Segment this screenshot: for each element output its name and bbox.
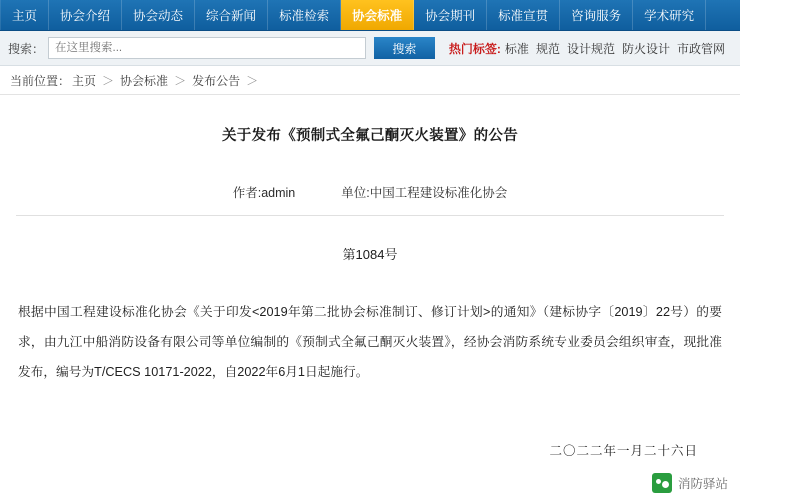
hot-tags — [449, 40, 732, 57]
article-unit: 单位:中国工程建设标准化协会 — [341, 186, 508, 200]
nav-item-standard-promotion[interactable]: 标准宣贯 — [487, 0, 560, 30]
page-title: 关于发布《预制式全氟己酮灭火装置》的公告 — [222, 128, 518, 144]
nav-spacer — [706, 0, 728, 30]
search-input[interactable] — [48, 37, 366, 59]
nav-item-association-standards[interactable]: 协会标准 — [341, 0, 414, 30]
nav-item-consulting-services[interactable]: 咨询服务 — [560, 0, 633, 30]
article-body: 根据中国工程建设标准化协会《关于印发<2019年第二批协会标准制订、修订计划>的通知》（建标协字〔2019〕22号）的要求，由九江中船消防设备有限公司等单位编制的《预制式全氟己酮灭火装置》，经协会消防系统专业委员会组织审查，现批准发布，编号为T/CECS 10171-2022，自2022年6月1日起施行。 — [18, 305, 722, 379]
nav-item-association-journal[interactable]: 协会期刊 — [414, 0, 487, 30]
search-bar — [0, 31, 740, 66]
article-meta — [16, 183, 724, 201]
main-navigation — [0, 0, 790, 31]
hot-tag-fire-design[interactable]: 防火设计 — [621, 41, 670, 56]
divider — [16, 215, 724, 216]
article-author: 作者:admin — [232, 186, 296, 200]
hot-tag-specification[interactable]: 规范 — [535, 41, 560, 56]
breadcrumb-item-association-standards[interactable]: 协会标准 — [120, 73, 169, 88]
article — [0, 95, 740, 499]
hot-tags-title: 热门标签: — [448, 41, 501, 56]
watermark — [652, 473, 728, 493]
search-button[interactable]: 搜索 — [374, 37, 435, 59]
hot-tag-standard[interactable]: 标准 — [504, 41, 529, 56]
nav-item-standard-search[interactable]: 标准检索 — [268, 0, 341, 30]
breadcrumb-item-home[interactable]: 主页 — [72, 73, 97, 88]
hot-tag-municipal-pipe[interactable]: 市政管网 — [676, 41, 725, 56]
document-number: 第1084号 — [342, 247, 398, 262]
wechat-logo-icon — [652, 473, 672, 493]
breadcrumb — [0, 66, 740, 95]
article-date: 二〇二二年一月二十六日 — [549, 444, 698, 458]
nav-item-general-news[interactable]: 综合新闻 — [195, 0, 268, 30]
breadcrumb-separator: ＞ — [102, 73, 115, 88]
nav-item-association-intro[interactable]: 协会介绍 — [49, 0, 122, 30]
breadcrumb-item-announcement[interactable]: 发布公告 — [192, 73, 241, 88]
nav-item-association-news[interactable]: 协会动态 — [122, 0, 195, 30]
breadcrumb-separator: ＞ — [174, 73, 187, 88]
hot-tag-design-spec[interactable]: 设计规范 — [566, 41, 615, 56]
nav-item-online-bookstore[interactable]: 网上书店 — [739, 9, 790, 23]
search-label: 搜索： — [8, 41, 45, 56]
nav-item-home[interactable]: 主页 — [0, 0, 49, 30]
breadcrumb-separator: ＞ — [246, 73, 259, 88]
watermark-label: 消防驿站 — [677, 477, 728, 491]
nav-item-academic-research[interactable]: 学术研究 — [633, 0, 706, 30]
breadcrumb-label: 当前位置： — [10, 73, 71, 88]
